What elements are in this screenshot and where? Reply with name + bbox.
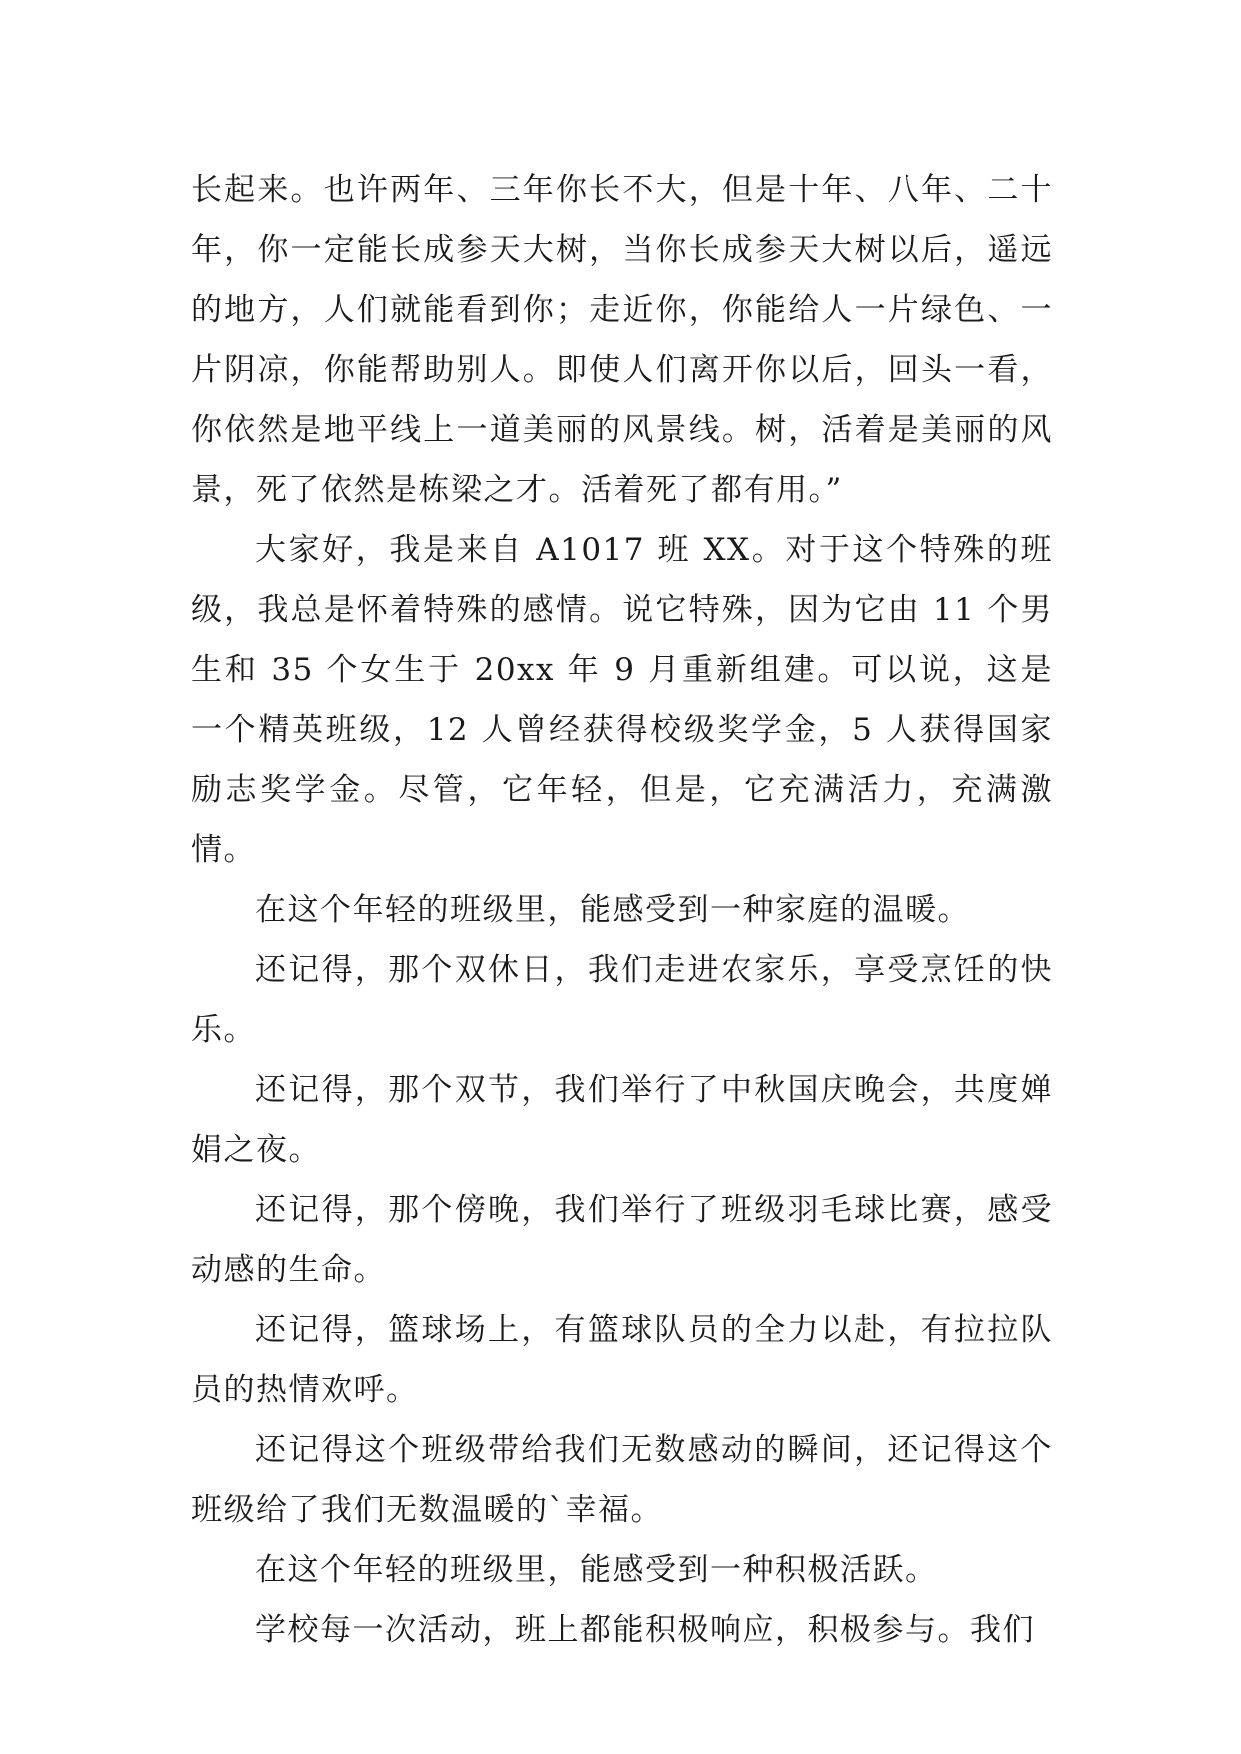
paragraph: 长起来。也许两年、三年你长不大，但是十年、八年、二十年，你一定能长成参天大树，当你长成参天大树以后，遥远的地方，人们就能看到你；走近你，你能给人一片绿色、一片阴凉，你能帮助别人。即使人们离开你以后，回头一看，你依然是地平线上一道美丽的风景线。树，活着是美丽的风景，死了依然是栋梁之才。活着死了都有用。” bbox=[191, 172, 1053, 508]
document-body bbox=[191, 160, 1053, 1660]
paragraph: 还记得这个班级带给我们无数感动的瞬间，还记得这个班级给了我们无数温暖的`幸福。 bbox=[191, 1432, 1053, 1528]
paragraph: 还记得，篮球场上，有篮球队员的全力以赴，有拉拉队员的热情欢呼。 bbox=[191, 1312, 1053, 1408]
paragraph: 学校每一次活动，班上都能积极响应，积极参与。我们 bbox=[255, 1612, 1035, 1648]
paragraph: 还记得，那个傍晚，我们举行了班级羽毛球比赛，感受动感的生命。 bbox=[191, 1192, 1053, 1288]
paragraph: 还记得，那个双节，我们举行了中秋国庆晚会，共度婵娟之夜。 bbox=[191, 1072, 1053, 1168]
paragraph: 大家好，我是来自 A1017 班 XX。对于这个特殊的班级，我总是怀着特殊的感情。说它特殊，因为它由 11 个男生和 35 个女生于 20xx 年 9 月重新组建。可以说，这是一个精英班级，12 人曾经获得校级奖学金，5 人获得国家励志奖学金。尽管，它年轻，但是，它充满活力，充满激情。 bbox=[191, 532, 1053, 868]
paragraph: 还记得，那个双休日，我们走进农家乐，享受烹饪的快乐。 bbox=[191, 952, 1053, 1048]
paragraph: 在这个年轻的班级里，能感受到一种家庭的温暖。 bbox=[255, 892, 970, 928]
paragraph: 在这个年轻的班级里，能感受到一种积极活跃。 bbox=[255, 1552, 938, 1588]
